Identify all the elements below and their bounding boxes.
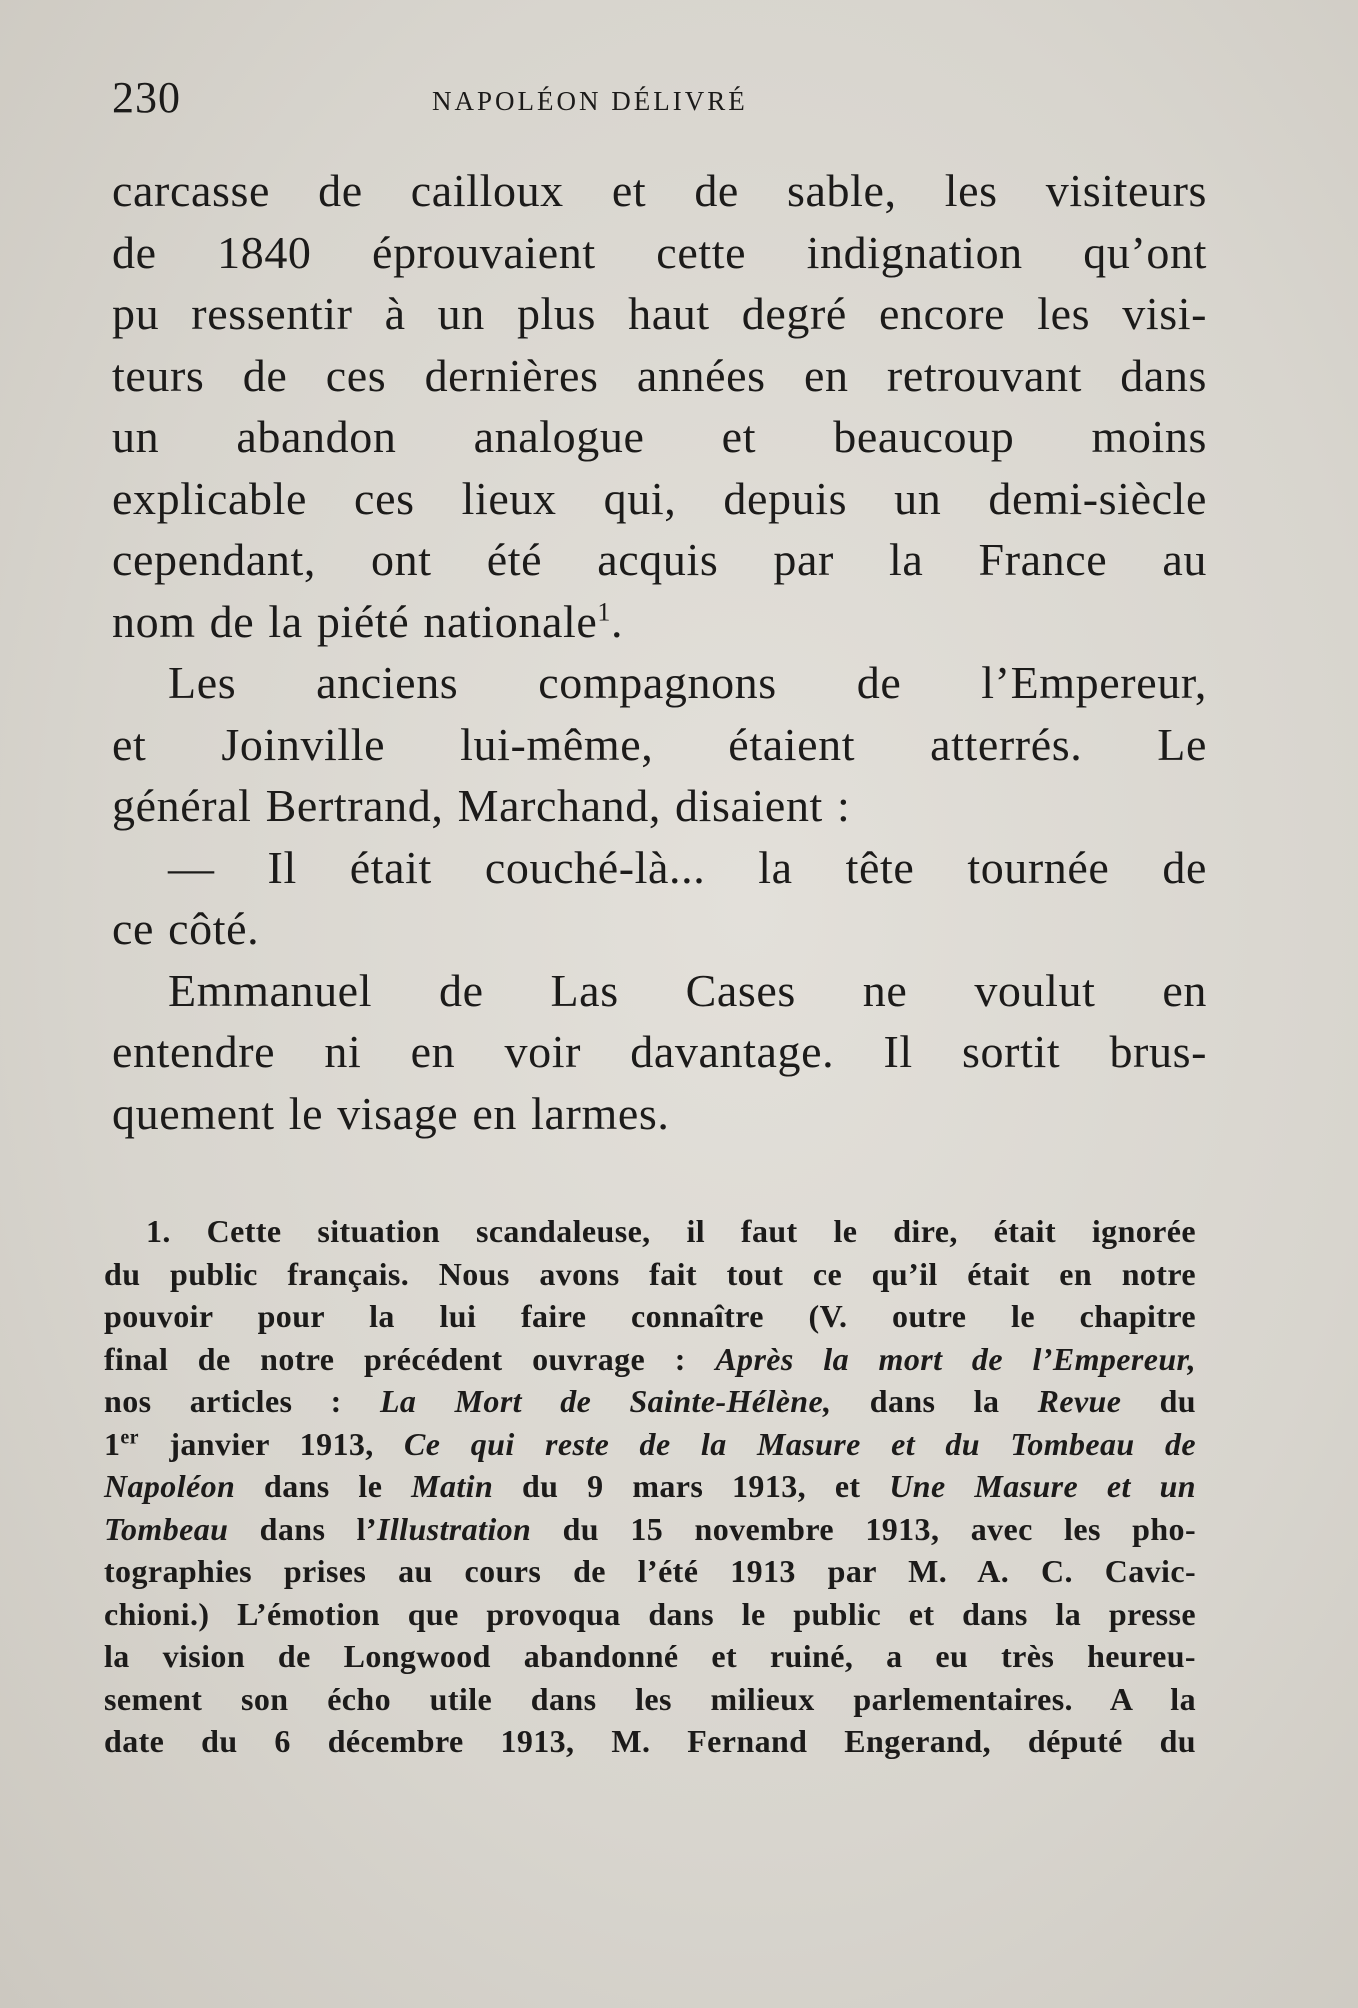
text-fragment: dans l’ <box>228 1510 378 1547</box>
text-fragment: . <box>611 595 624 647</box>
footnote-line: date du 6 décembre 1913, M. Fernand Engerand, député du <box>104 1723 1196 1759</box>
text-line: entendre ni en voir davantage. Il sortit brus- <box>112 1026 1207 1077</box>
text-line: quement le visage en larmes. <box>112 1087 670 1139</box>
text-fragment: 1 <box>104 1425 121 1462</box>
footnote-line <box>104 1423 1196 1466</box>
text-line: — Il était couché-là... la tête tournée de <box>168 841 1207 893</box>
article-title: Ce qui reste de la Masure et du Tombeau de <box>404 1425 1196 1462</box>
footnote-line <box>104 1338 1196 1381</box>
text-fragment: du 9 mars 1913, et <box>493 1468 890 1504</box>
text-line: explicable ces lieux qui, depuis un demi-siècle <box>112 472 1207 524</box>
text-line: Emmanuel de Las Cases ne voulut en <box>168 964 1207 1016</box>
footnote-line: sement son écho utile dans les milieux parlementaires. A la <box>104 1680 1196 1717</box>
paragraph-2 <box>112 652 1207 837</box>
footnote-line: pouvoir pour la lui faire connaître (V. outre le chapitre <box>104 1298 1196 1334</box>
article-title: Napoléon <box>104 1468 236 1504</box>
text-fragment: nos articles : <box>104 1383 380 1419</box>
footnote-line: 1. Cette situation scandaleuse, il faut le dire, était ignorée <box>146 1213 1196 1249</box>
publication-title: Illustration <box>377 1510 532 1547</box>
text-fragment: dans le <box>235 1468 412 1504</box>
text-line: de 1840 éprouvaient cette indignation qu’ont <box>112 226 1207 278</box>
paragraph-3 <box>112 837 1207 960</box>
page-number: 230 <box>112 73 181 122</box>
footnote-line: chioni.) L’émotion que provoqua dans le public et dans la presse <box>104 1595 1196 1632</box>
text-fragment: final de notre précédent ouvrage : <box>104 1340 716 1377</box>
main-text <box>112 160 1207 1144</box>
text-fragment: janvier 1913, <box>138 1425 405 1462</box>
paragraph-1 <box>112 160 1207 652</box>
paragraph-4 <box>112 960 1207 1145</box>
text-line: Les anciens compagnons de l’Empereur, <box>168 657 1207 708</box>
text-line: cependant, ont été acquis par la France au <box>112 534 1207 585</box>
book-title: Après la mort de l’Empereur, <box>715 1340 1196 1377</box>
footnote-line: la vision de Longwood abandonné et ruiné, a eu très heureu- <box>104 1638 1196 1674</box>
text-line <box>112 591 1207 653</box>
superscript: er <box>120 1425 139 1448</box>
footnote-line: du public français. Nous avons fait tout ce qu’il était en notre <box>104 1255 1196 1292</box>
article-title: La Mort de Sainte-Hélène, <box>379 1383 832 1419</box>
footnote-line <box>104 1380 1196 1423</box>
text-line: un abandon analogue et beaucoup moins <box>112 411 1207 462</box>
page-header <box>112 72 1212 132</box>
article-title: Une Masure et un <box>889 1468 1196 1504</box>
publication-title: Matin <box>411 1468 494 1504</box>
running-title: NAPOLÉON DÉLIVRÉ <box>432 86 748 116</box>
text-fragment: du 15 novembre 1913, avec les pho- <box>531 1510 1197 1547</box>
footnote-line: tographies prises au cours de l’été 1913 par M. A. C. Cavic- <box>104 1553 1196 1589</box>
text-fragment: dans la <box>831 1383 1038 1419</box>
text-line: général Bertrand, Marchand, disaient : <box>112 780 851 831</box>
publication-title: Revue <box>1037 1383 1122 1419</box>
text-line: carcasse de cailloux et de sable, les visiteurs <box>112 165 1207 216</box>
text-line: teurs de ces dernières années en retrouvant dans <box>112 349 1207 401</box>
text-fragment: nom de la piété nationale <box>112 595 598 647</box>
text-fragment: du <box>1121 1383 1197 1419</box>
footnote-line <box>104 1465 1196 1508</box>
footnote-line <box>104 1508 1196 1551</box>
article-title: Tombeau <box>104 1510 229 1547</box>
text-line: pu ressentir à un plus haut degré encore les visi- <box>112 288 1207 339</box>
footnote <box>104 1210 1196 1763</box>
text-line: et Joinville lui-même, étaient atterrés. Le <box>112 718 1207 770</box>
text-line: ce côté. <box>112 903 260 954</box>
footnote-reference: 1 <box>597 597 611 627</box>
